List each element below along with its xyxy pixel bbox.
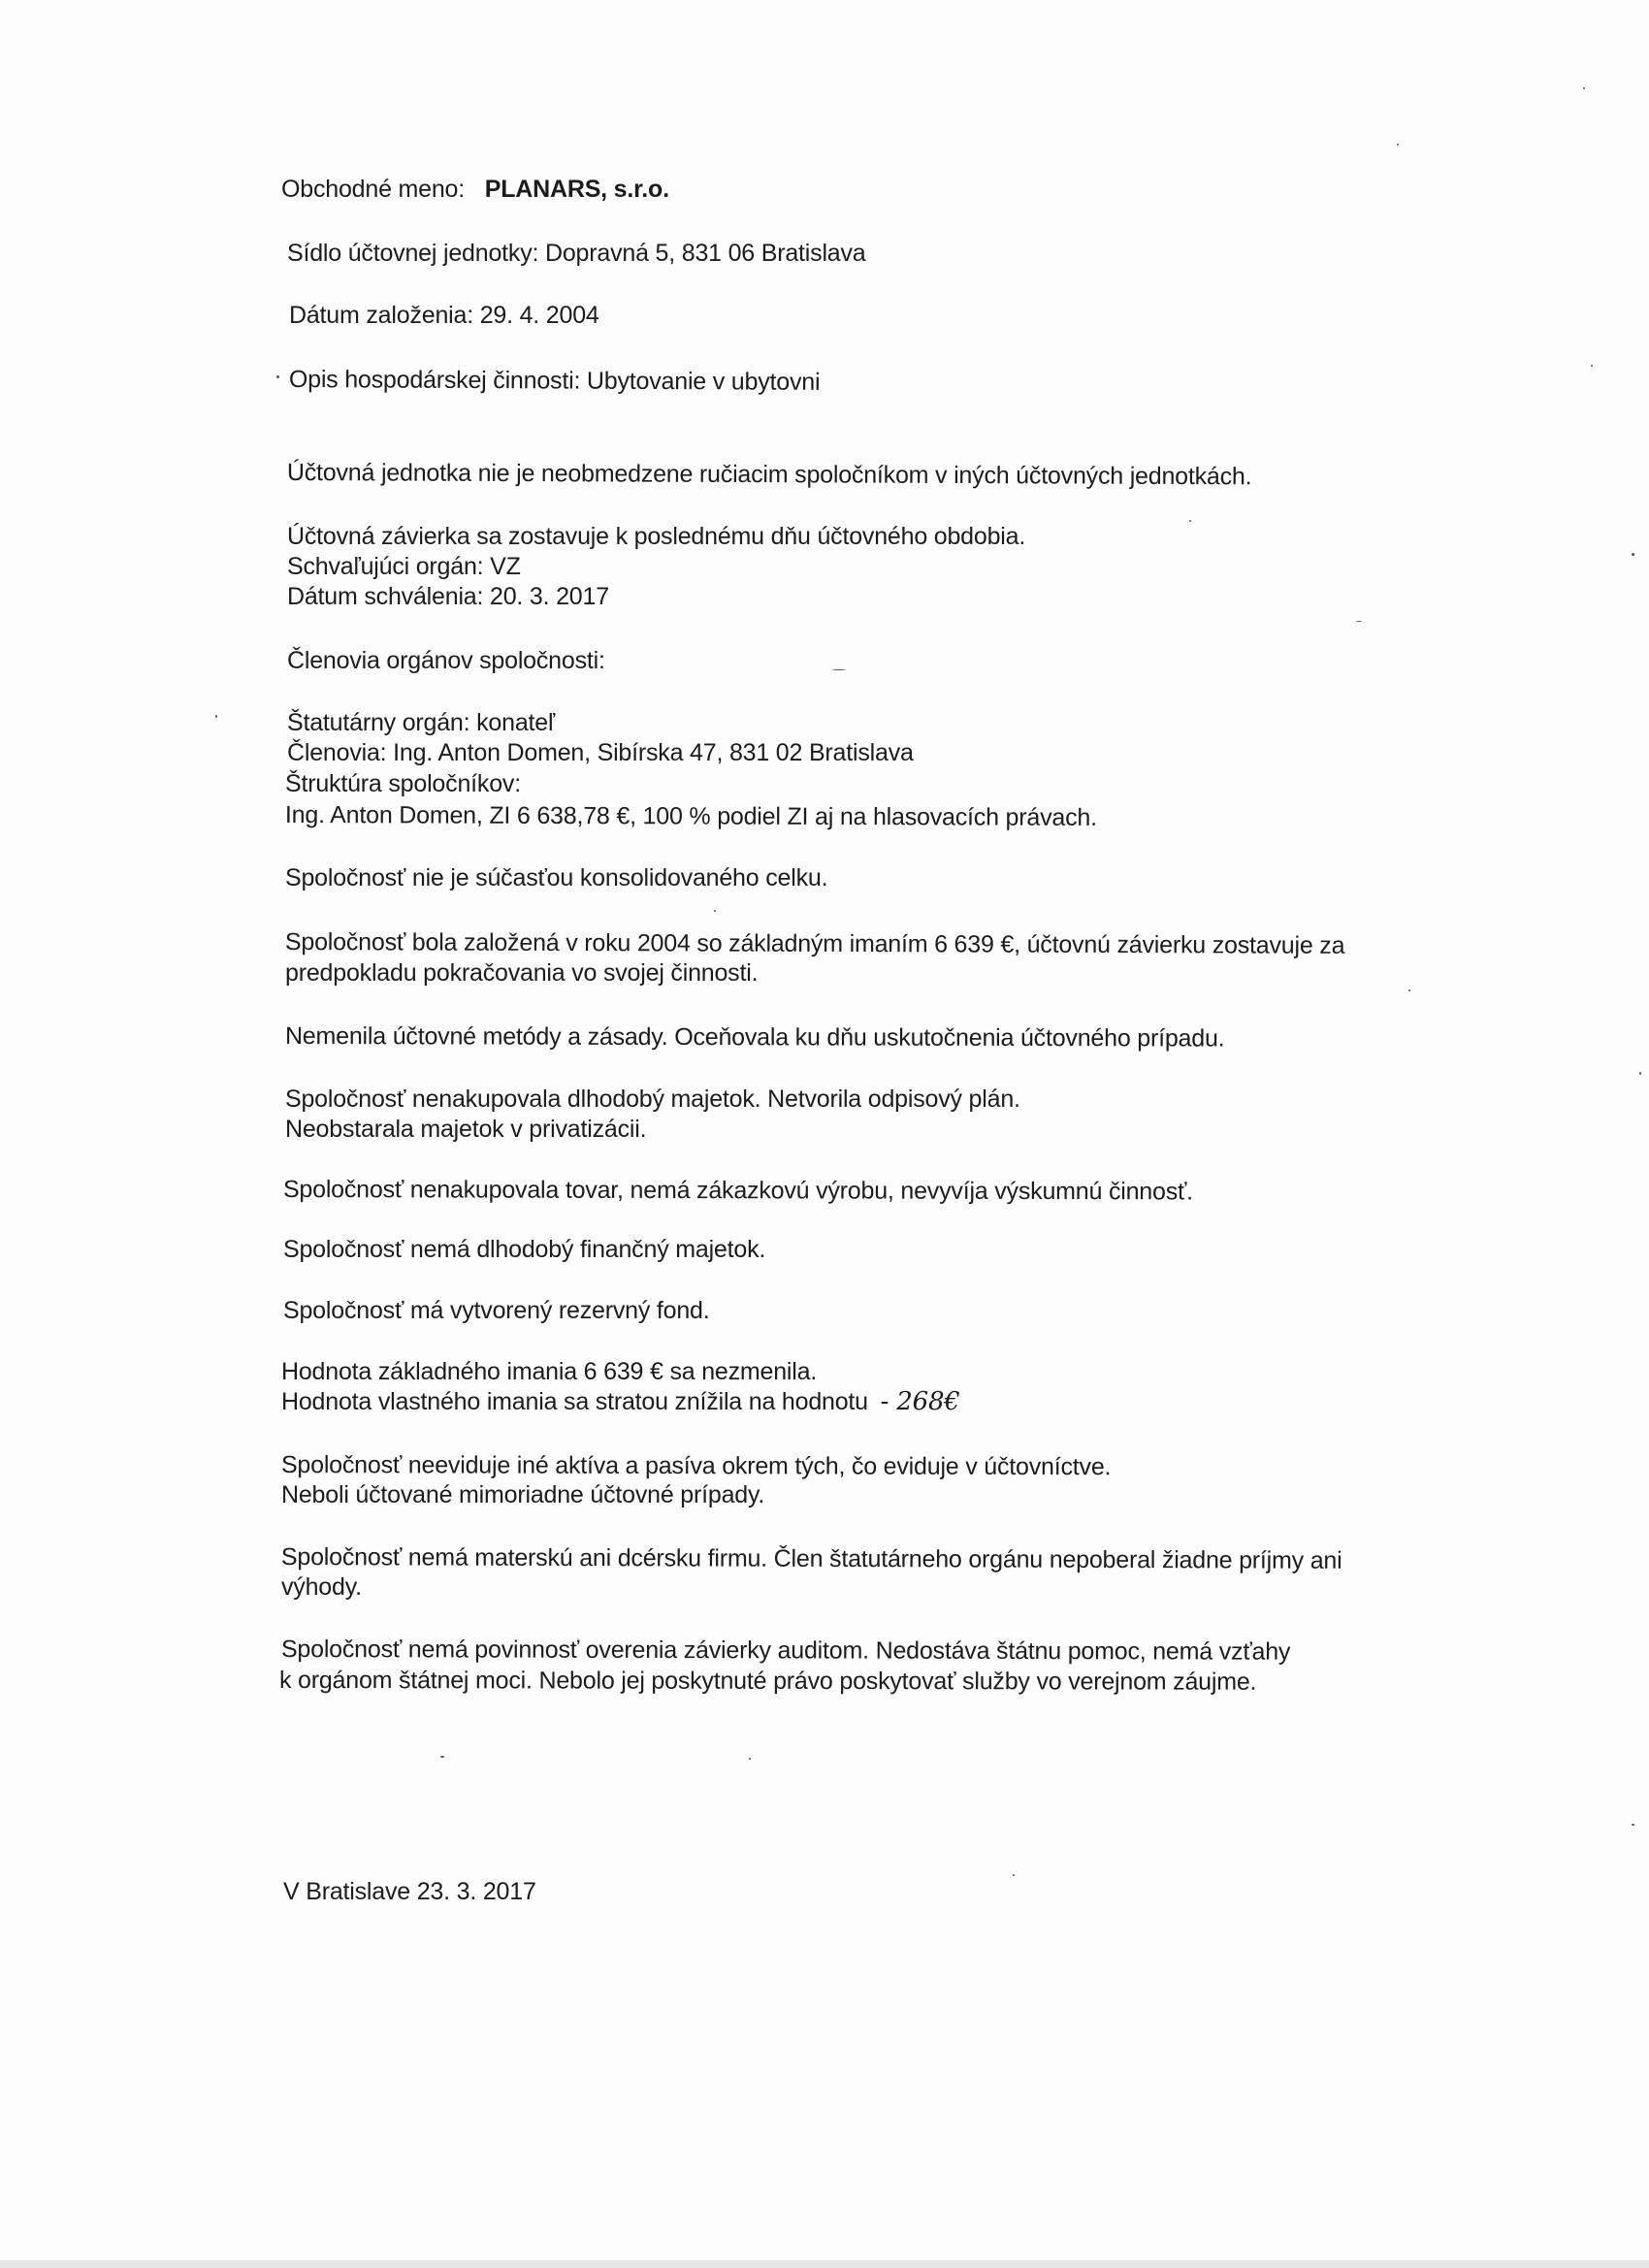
extraordinary-line: Neboli účtované mimoriadne účtovné prípady. (281, 1481, 765, 1508)
scan-speck (1408, 989, 1410, 991)
company-name: PLANARS, s.r.o. (484, 176, 669, 203)
founding-line-1: Spoločnosť bola založená v roku 2004 so základným imaním 6 639 €, účtovnú závierku zostavuje za (284, 928, 1345, 959)
parent-line-2: výhody. (281, 1573, 362, 1601)
seat-line: Sídlo účtovnej jednotky: Dopravná 5, 831 06 Bratislava (287, 240, 866, 267)
activity-line: Opis hospodárskej činnosti: Ubytovanie v ubytovni (288, 366, 821, 396)
scan-speck (1397, 144, 1399, 146)
scan-bottom-edge (0, 2260, 1649, 2268)
scan-speck (1356, 621, 1362, 622)
members-line: Členovia: Ing. Anton Domen, Sibírska 47, 831 02 Bratislava (287, 739, 914, 766)
handwritten-equity-value: - 268€ (880, 1387, 960, 1416)
scan-speck (1013, 1874, 1015, 1876)
scan-speck (1583, 87, 1585, 89)
unlimited-liability-line: Účtovná jednotka nie je neobmedzene ručiacim spoločníkom v iných účtovných jednotkách. (286, 459, 1252, 491)
shareholder-line: Ing. Anton Domen, ZI 6 638,78 €, 100 % podiel ZI aj na hlasovacích právach. (284, 801, 1097, 831)
shareholder-structure-line: Štruktúra spoločníkov: (285, 770, 521, 797)
goods-line: Spoločnosť nenakupovala tovar, nemá zákazkovú výrobu, nevyvíja výskumnú činnosť. (282, 1176, 1193, 1206)
scan-speck (1632, 553, 1634, 556)
equity-reduced-line (281, 1387, 960, 1416)
founded-line: Dátum založenia: 29. 4. 2004 (289, 302, 599, 329)
privatization-line: Neobstarala majetok v privatizácii. (285, 1116, 647, 1143)
scan-speck (714, 910, 716, 912)
audit-line-2: k orgánom štátnej moci. Nebolo jej poskytnuté právo poskytovať služby vo verejnom záujme. (278, 1667, 1257, 1696)
statutory-body-line: Štatutárny orgán: konateľ (287, 709, 556, 736)
consolidation-line: Spoločnosť nie je súčasťou konsolidovaného celku. (285, 864, 828, 891)
other-assets-line: Spoločnosť neeviduje iné aktíva a pasíva okrem tých, čo eviduje v účtovníctve. (280, 1451, 1112, 1481)
audit-line-1: Spoločnosť nemá povinnosť overenia závierky auditom. Nedostáva štátnu pomoc, nemá vzťahy (280, 1636, 1291, 1666)
parent-line-1: Spoločnosť nemá materskú ani dcérsku firmu. Člen štatutárneho orgánu nepoberal žiadne príjmy ani (280, 1543, 1342, 1574)
scan-speck (1632, 1824, 1634, 1826)
capital-unchanged-line: Hodnota základného imania 6 639 € sa nezmenila. (281, 1358, 818, 1385)
approving-body-line: Schvaľujúci orgán: VZ (287, 553, 521, 580)
company-label: Obchodné meno: (281, 176, 465, 203)
company-name-line (281, 175, 669, 204)
scan-speck (215, 715, 217, 718)
scan-speck (1189, 520, 1191, 522)
closing-prepared-line: Účtovná závierka sa zostavuje k poslednému dňu účtovného obdobia. (287, 523, 1026, 550)
scan-speck (1591, 365, 1593, 367)
scan-speck (276, 375, 279, 378)
place-date-line: V Bratislave 23. 3. 2017 (283, 1878, 536, 1905)
scan-speck (1639, 1072, 1641, 1075)
scan-speck (440, 1756, 444, 1758)
equity-reduced-text: Hodnota vlastného imania sa stratou znížila na hodnotu (281, 1388, 868, 1415)
methods-line: Nemenila účtovné metódy a zásady. Oceňovala ku dňu uskutočnenia účtovného prípadu. (284, 1022, 1225, 1053)
approval-date-line: Dátum schválenia: 20. 3. 2017 (287, 583, 609, 610)
reserve-fund-line: Spoločnosť má vytvorený rezervný fond. (283, 1297, 710, 1324)
long-term-assets-line: Spoločnosť nenakupovala dlhodobý majetok. Netvorila odpisový plán. (285, 1085, 1020, 1113)
founding-line-2: predpokladu pokračovania vo svojej činnosti. (285, 959, 759, 987)
scan-speck (832, 669, 846, 670)
financial-assets-line: Spoločnosť nemá dlhodobý finančný majetok. (283, 1236, 766, 1263)
scan-speck (749, 1758, 751, 1760)
members-heading: Členovia orgánov spoločnosti: (287, 647, 605, 674)
